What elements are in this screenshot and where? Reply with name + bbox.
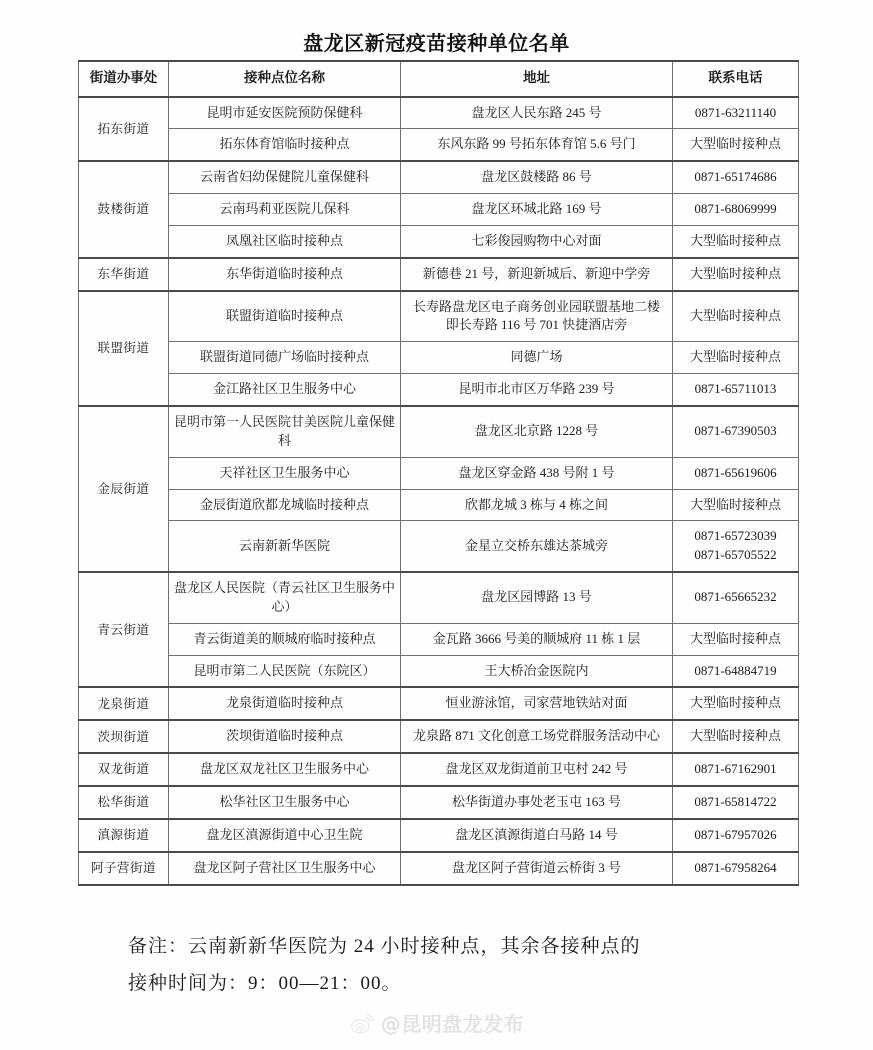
table-row [79,572,799,623]
cell-address: 新德巷 21 号，新迎新城后、新迎中学旁 [401,258,673,291]
cell-phone: 0871-64884719 [673,655,799,687]
cell-phone: 0871-65174686 [673,161,799,193]
column-header-street: 街道办事处 [79,61,169,97]
cell-address: 金瓦路 3666 号美的顺城府 11 栋 1 层 [401,623,673,655]
cell-address-line: 长寿路盘龙区电子商务创业园联盟基地二楼 [412,298,660,314]
table-row [79,258,799,291]
cell-site-name: 联盟街道同德广场临时接种点 [169,342,401,374]
table-row [79,753,799,786]
cell-address: 盘龙区穿金路 438 号附 1 号 [401,457,673,489]
cell-phone: 0871-65665232 [673,572,799,623]
cell-address: 盘龙区环城北路 169 号 [401,194,673,226]
cell-address: 东风东路 99 号拓东体育馆 5.6 号门 [401,129,673,161]
cell-site-name: 盘龙区阿子营社区卫生服务中心 [169,852,401,885]
table-row [79,687,799,720]
watermark [0,1008,873,1037]
cell-street-office: 阿子营街道 [79,852,169,885]
cell-address [401,291,673,342]
cell-address: 盘龙区北京路 1228 号 [401,406,673,457]
weibo-icon [349,1010,375,1036]
cell-street-office: 双龙街道 [79,753,169,786]
cell-phone: 0871-67162901 [673,753,799,786]
footnote-line-1: 备注：云南新新华医院为 24 小时接种点，其余各接种点的 [128,936,641,957]
cell-phone: 0871-63211140 [673,97,799,129]
table-header [79,61,799,97]
cell-street-office: 滇源街道 [79,819,169,852]
table-row [79,129,799,161]
cell-street-office: 鼓楼街道 [79,161,169,258]
cell-site-name: 天祥社区卫生服务中心 [169,457,401,489]
cell-phone: 0871-67958264 [673,852,799,885]
cell-phone-line: 0871-65723039 [694,528,777,544]
cell-phone: 大型临时接种点 [673,225,799,257]
cell-phone: 0871-67957026 [673,819,799,852]
table-row [79,97,799,129]
cell-phone: 0871-68069999 [673,194,799,226]
cell-phone: 0871-65619606 [673,457,799,489]
table-row [79,623,799,655]
vaccination-sites-table [78,60,799,886]
cell-address: 松华街道办事处老玉屯 163 号 [401,786,673,819]
table-header-row [79,61,799,97]
table-row [79,161,799,193]
cell-phone: 大型临时接种点 [673,623,799,655]
cell-address: 龙泉路 871 文化创意工场党群服务活动中心 [401,720,673,753]
cell-street-office: 青云街道 [79,572,169,687]
table-body [79,97,799,885]
page-title: 盘龙区新冠疫苗接种单位名单 [303,31,570,55]
cell-site-name: 东华街道临时接种点 [169,258,401,291]
cell-site-name: 云南玛莉亚医院儿保科 [169,194,401,226]
vaccination-sites-table-container [78,60,798,886]
column-header-site-name: 接种点位名称 [169,61,401,97]
table-row [79,720,799,753]
table-row [79,655,799,687]
cell-phone: 0871-65711013 [673,374,799,406]
cell-site-name: 拓东体育馆临时接种点 [169,129,401,161]
cell-phone-line: 0871-65705522 [694,547,777,563]
cell-phone [673,521,799,572]
table-row [79,342,799,374]
cell-site-name: 昆明市延安医院预防保健科 [169,97,401,129]
cell-site-name: 金辰街道欣都龙城临时接种点 [169,489,401,521]
cell-address: 王大桥冶金医院内 [401,655,673,687]
cell-address: 七彩俊园购物中心对面 [401,225,673,257]
footnote-line-2: 接种时间为：9：00—21：00。 [128,973,402,995]
cell-phone: 大型临时接种点 [673,291,799,342]
cell-phone: 0871-67390503 [673,406,799,457]
cell-address: 盘龙区鼓楼路 86 号 [401,161,673,193]
cell-site-name: 联盟街道临时接种点 [169,291,401,342]
table-row [79,225,799,257]
cell-site-name: 凤凰社区临时接种点 [169,225,401,257]
cell-phone: 大型临时接种点 [673,720,799,753]
cell-address: 同德广场 [401,342,673,374]
column-header-address: 地址 [401,61,673,97]
table-row [79,786,799,819]
table-row [79,374,799,406]
cell-address: 盘龙区滇源街道白马路 14 号 [401,819,673,852]
cell-address: 盘龙区人民东路 245 号 [401,97,673,129]
table-row [79,521,799,572]
cell-site-name: 昆明市第一人民医院甘美医院儿童保健科 [169,406,401,457]
cell-address: 盘龙区阿子营街道云桥街 3 号 [401,852,673,885]
cell-street-office: 金辰街道 [79,406,169,572]
cell-site-name: 盘龙区双龙社区卫生服务中心 [169,753,401,786]
cell-address: 欣都龙城 3 栋与 4 栋之间 [401,489,673,521]
column-header-phone: 联系电话 [673,61,799,97]
cell-address: 昆明市北市区万华路 239 号 [401,374,673,406]
cell-address: 盘龙区园博路 13 号 [401,572,673,623]
cell-site-name: 青云街道美的顺城府临时接种点 [169,623,401,655]
cell-site-name: 昆明市第二人民医院（东院区） [169,655,401,687]
cell-site-name: 云南新新华医院 [169,521,401,572]
cell-phone: 大型临时接种点 [673,342,799,374]
cell-address-line: 即长寿路 116 号 701 快捷酒店旁 [445,317,628,333]
cell-site-name: 松华社区卫生服务中心 [169,786,401,819]
table-row [79,406,799,457]
cell-site-name: 盘龙区滇源街道中心卫生院 [169,819,401,852]
cell-site-name: 盘龙区人民医院（青云社区卫生服务中心） [169,572,401,623]
cell-address: 恒业游泳馆，司家营地铁站对面 [401,687,673,720]
table-row [79,489,799,521]
cell-address: 金星立交桥东雄达茶城旁 [401,521,673,572]
cell-street-office: 联盟街道 [79,291,169,406]
watermark-text: @昆明盘龙发布 [380,1012,525,1036]
cell-site-name: 茨坝街道临时接种点 [169,720,401,753]
table-row [79,457,799,489]
cell-phone: 0871-65814722 [673,786,799,819]
cell-phone: 大型临时接种点 [673,489,799,521]
table-row [79,291,799,342]
cell-phone: 大型临时接种点 [673,129,799,161]
cell-street-office: 茨坝街道 [79,720,169,753]
cell-site-name: 金江路社区卫生服务中心 [169,374,401,406]
table-row [79,852,799,885]
cell-phone: 大型临时接种点 [673,687,799,720]
cell-address: 盘龙区双龙街道前卫屯村 242 号 [401,753,673,786]
cell-site-name: 龙泉街道临时接种点 [169,687,401,720]
table-row [79,194,799,226]
cell-phone: 大型临时接种点 [673,258,799,291]
cell-street-office: 龙泉街道 [79,687,169,720]
cell-site-name: 云南省妇幼保健院儿童保健科 [169,161,401,193]
footnote [128,928,748,1002]
cell-street-office: 东华街道 [79,258,169,291]
cell-street-office: 松华街道 [79,786,169,819]
table-row [79,819,799,852]
cell-street-office: 拓东街道 [79,97,169,162]
